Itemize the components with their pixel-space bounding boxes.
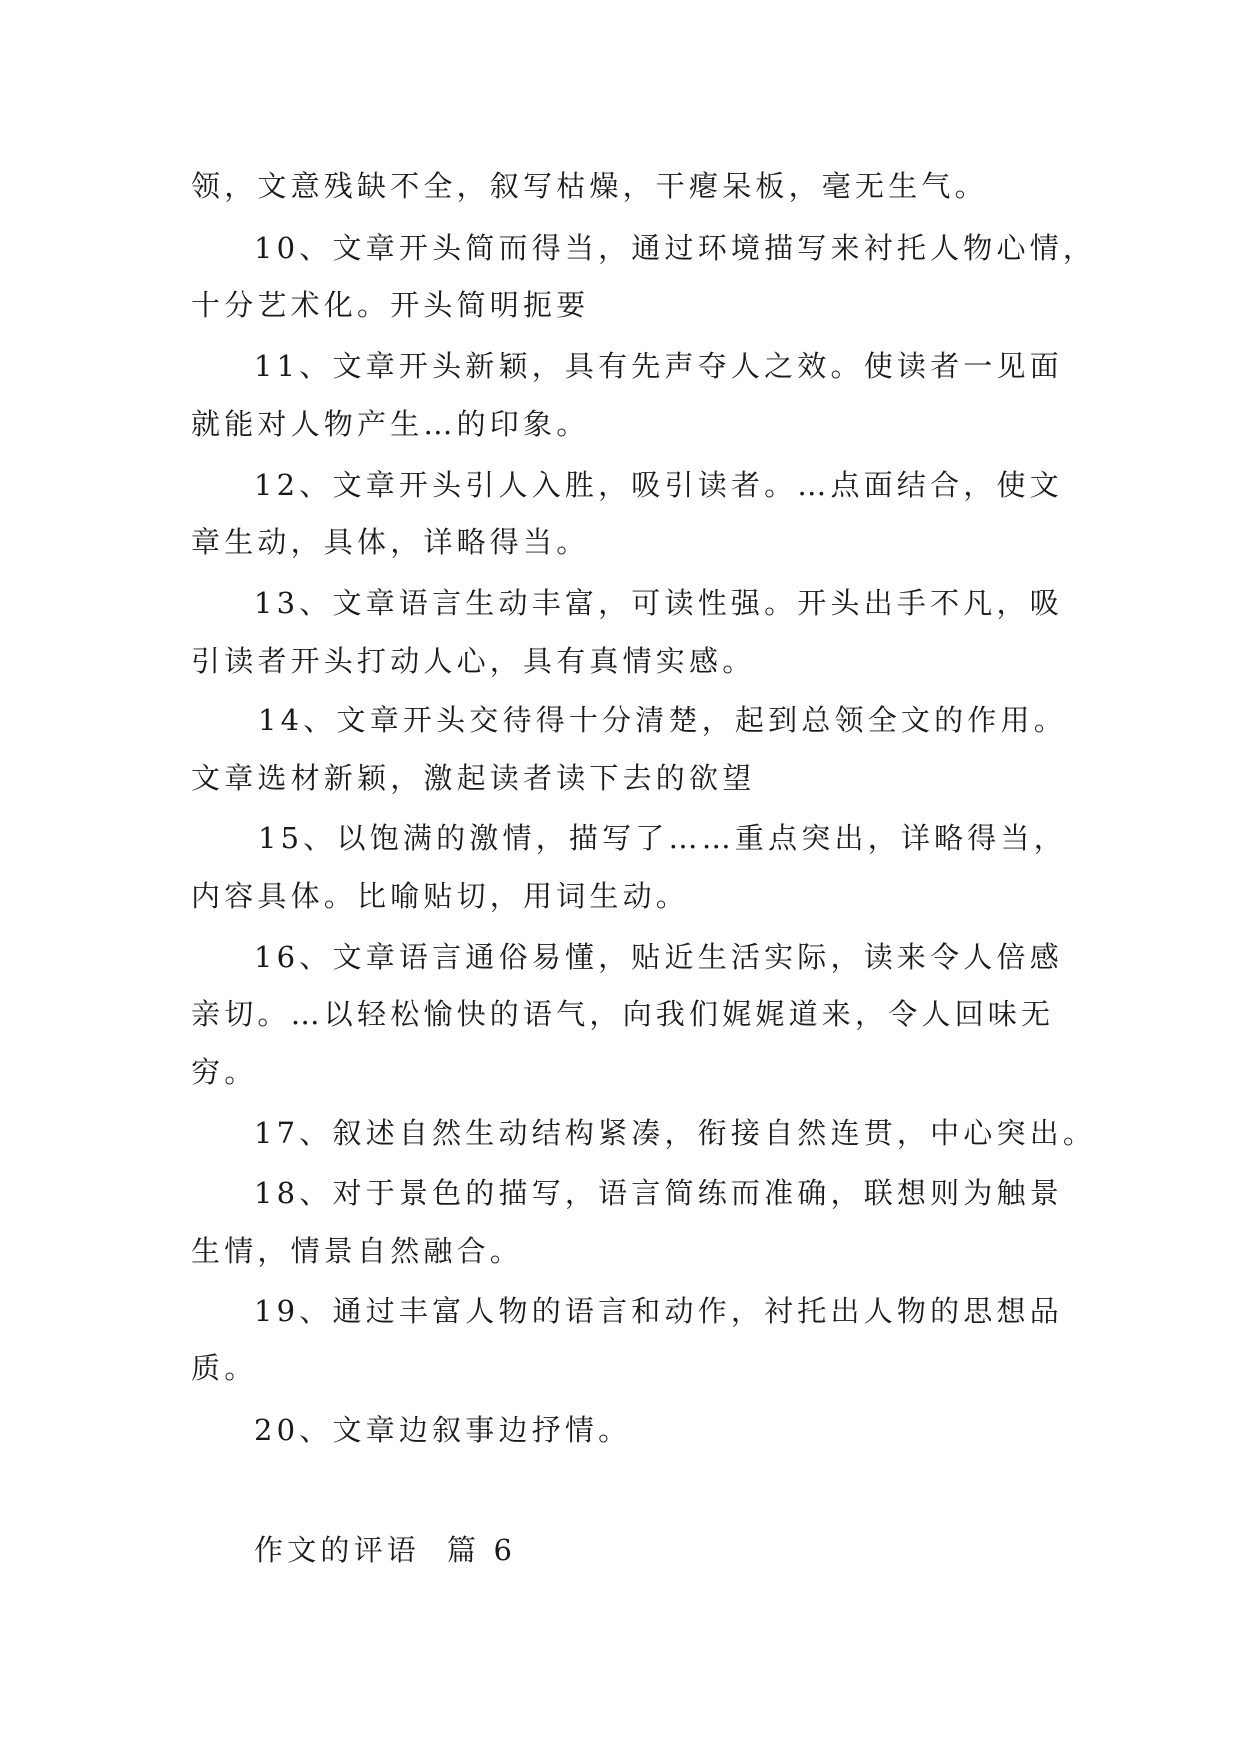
paragraph-line: 章生动，具体，详略得当。 bbox=[191, 525, 590, 559]
paragraph-line: 14、文章开头交待得十分清楚，起到总领全文的作用。 bbox=[258, 703, 1067, 737]
paragraph-line: 十分艺术化。开头简明扼要 bbox=[191, 288, 590, 322]
paragraph-line: 11、文章开头新颖，具有先声夺人之效。使读者一见面 bbox=[254, 349, 1063, 383]
paragraph-line: 文章选材新颖，激起读者读下去的欲望 bbox=[191, 761, 756, 795]
paragraph-line: 13、文章语言生动丰富，可读性强。开头出手不凡，吸 bbox=[254, 586, 1063, 620]
paragraph-line: 19、通过丰富人物的语言和动作，衬托出人物的思想品 bbox=[254, 1294, 1063, 1328]
paragraph-line: 17、叙述自然生动结构紧凑，衔接自然连贯，中心突出。 bbox=[254, 1116, 1097, 1150]
section-heading: 作文的评语 篇 6 bbox=[254, 1533, 517, 1567]
paragraph-line: 18、对于景色的描写，语言简练而准确，联想则为触景 bbox=[254, 1176, 1063, 1210]
paragraph-line: 内容具体。比喻贴切，用词生动。 bbox=[191, 879, 690, 913]
paragraph-line: 亲切。…以轻松愉快的语气，向我们娓娓道来，令人回味无 bbox=[191, 997, 1055, 1031]
paragraph-line: 15、以饱满的激情，描写了……重点突出，详略得当， bbox=[258, 821, 1067, 855]
paragraph-line: 引读者开头打动人心，具有真情实感。 bbox=[191, 644, 756, 678]
paragraph-line: 质。 bbox=[191, 1351, 258, 1385]
paragraph-line: 就能对人物产生…的印象。 bbox=[191, 407, 590, 441]
paragraph-line: 20、文章边叙事边抒情。 bbox=[254, 1413, 632, 1447]
paragraph-line: 穷。 bbox=[191, 1055, 258, 1089]
paragraph-line: 生情，情景自然融合。 bbox=[191, 1234, 524, 1268]
paragraph-line: 领，文意残缺不全，叙写枯燥，干瘪呆板，毫无生气。 bbox=[191, 169, 988, 203]
paragraph-line: 16、文章语言通俗易懂，贴近生活实际，读来令人倍感 bbox=[254, 940, 1063, 974]
paragraph-line: 12、文章开头引人入胜，吸引读者。…点面结合，使文 bbox=[254, 468, 1063, 502]
paragraph-line: 10、文章开头简而得当，通过环境描写来衬托人物心情， bbox=[254, 231, 1097, 265]
